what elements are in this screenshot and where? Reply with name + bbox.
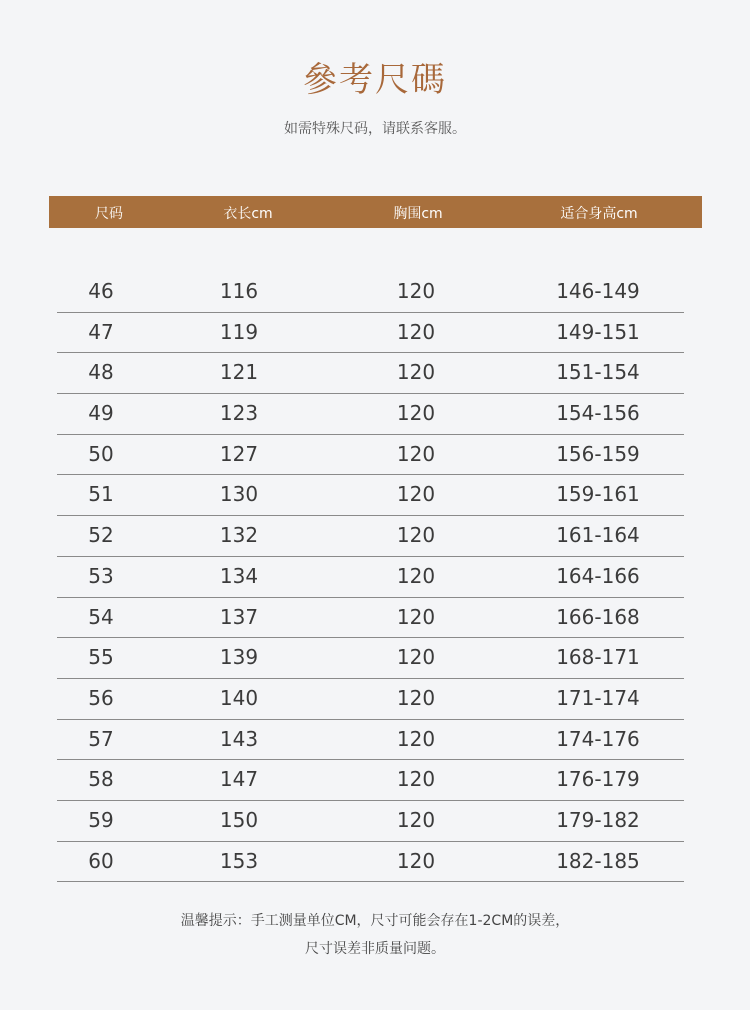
cell-chest: 120 [396, 726, 436, 751]
cell-chest: 120 [396, 563, 436, 588]
cell-height: 159-161 [556, 482, 640, 507]
table-row [0, 394, 750, 435]
cell-height: 168-171 [556, 645, 640, 670]
cell-height: 146-149 [556, 279, 640, 303]
note-line-1: 温馨提示：手工测量单位CM，尺寸可能会存在1-2CM的误差， [180, 913, 570, 929]
cell-length: 116 [219, 279, 259, 303]
cell-height: 171-174 [556, 685, 640, 710]
cell-height: 151-154 [556, 360, 640, 385]
cell-size: 53 [88, 563, 114, 588]
cell-size: 46 [88, 279, 114, 303]
cell-length: 140 [219, 685, 259, 710]
cell-length: 134 [219, 563, 259, 588]
cell-chest: 120 [396, 441, 436, 466]
cell-chest: 120 [396, 319, 436, 344]
table-row [0, 720, 750, 761]
cell-chest: 120 [396, 604, 436, 629]
table-header [49, 196, 702, 228]
cell-chest: 120 [396, 523, 436, 548]
cell-chest: 120 [396, 807, 436, 832]
table-row [0, 638, 750, 679]
table-row [0, 679, 750, 720]
table-row [0, 760, 750, 801]
cell-length: 121 [219, 360, 259, 385]
cell-height: 176-179 [556, 767, 640, 792]
cell-height: 161-164 [556, 523, 640, 548]
cell-length: 123 [219, 401, 259, 426]
cell-chest: 120 [396, 401, 436, 426]
table-row [0, 801, 750, 842]
cell-height: 179-182 [556, 807, 640, 832]
cell-size: 49 [88, 401, 114, 426]
cell-size: 60 [88, 848, 114, 873]
table-row [0, 557, 750, 598]
cell-height: 174-176 [556, 726, 640, 751]
cell-length: 130 [219, 482, 259, 507]
cell-length: 150 [219, 807, 259, 832]
cell-size: 51 [88, 482, 114, 507]
header-height: 适合身高cm [560, 206, 638, 222]
header-size: 尺码 [95, 206, 123, 222]
cell-size: 48 [88, 360, 114, 385]
cell-chest: 120 [396, 645, 436, 670]
cell-length: 153 [219, 848, 259, 873]
cell-size: 47 [88, 319, 114, 344]
cell-length: 132 [219, 523, 259, 548]
cell-length: 143 [219, 726, 259, 751]
cell-height: 166-168 [556, 604, 640, 629]
table-row [0, 313, 750, 354]
header-chest: 胸围cm [393, 206, 443, 222]
cell-chest: 120 [396, 848, 436, 873]
page-subtitle: 如需特殊尺码，请联系客服。 [284, 121, 466, 137]
cell-height: 156-159 [556, 441, 640, 466]
cell-height: 154-156 [556, 401, 640, 426]
cell-chest: 120 [396, 482, 436, 507]
size-table [0, 272, 750, 882]
table-row [0, 598, 750, 639]
table-row [0, 516, 750, 557]
table-row [0, 272, 750, 313]
cell-size: 55 [88, 645, 114, 670]
cell-height: 164-166 [556, 563, 640, 588]
row-divider [57, 881, 684, 882]
cell-chest: 120 [396, 767, 436, 792]
cell-size: 57 [88, 726, 114, 751]
table-row [0, 435, 750, 476]
table-row [0, 842, 750, 883]
table-row [0, 353, 750, 394]
cell-size: 56 [88, 685, 114, 710]
cell-chest: 120 [396, 279, 436, 303]
page-title: 參考尺碼 [303, 60, 447, 100]
cell-height: 182-185 [556, 848, 640, 873]
cell-height: 149-151 [556, 319, 640, 344]
cell-length: 137 [219, 604, 259, 629]
cell-chest: 120 [396, 685, 436, 710]
cell-chest: 120 [396, 360, 436, 385]
header-length: 衣长cm [223, 206, 273, 222]
cell-length: 119 [219, 319, 259, 344]
cell-size: 52 [88, 523, 114, 548]
cell-length: 127 [219, 441, 259, 466]
cell-size: 58 [88, 767, 114, 792]
cell-size: 54 [88, 604, 114, 629]
cell-length: 147 [219, 767, 259, 792]
cell-size: 59 [88, 807, 114, 832]
cell-size: 50 [88, 441, 114, 466]
cell-length: 139 [219, 645, 259, 670]
table-row [0, 475, 750, 516]
note-line-2: 尺寸误差非质量问题。 [305, 941, 445, 957]
